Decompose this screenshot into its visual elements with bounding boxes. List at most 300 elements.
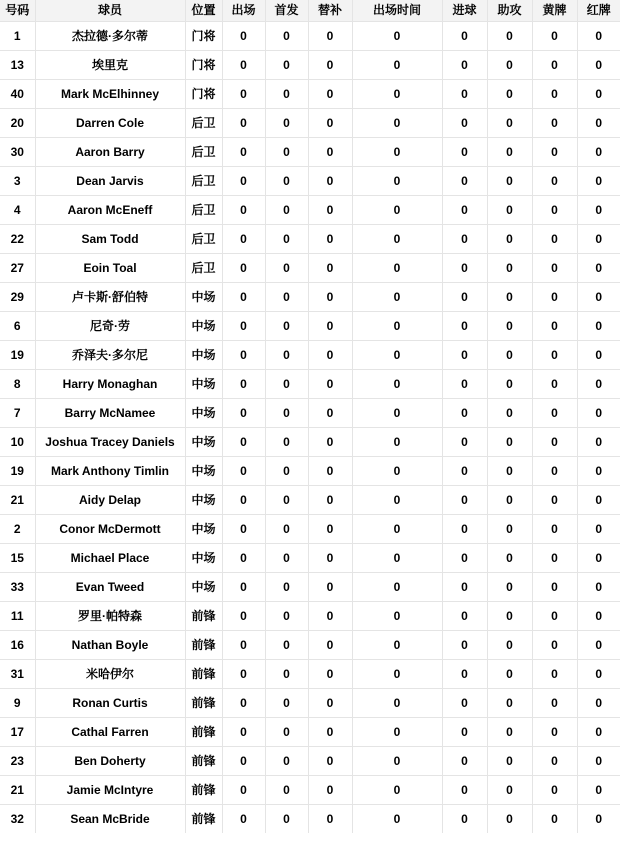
cell-assists: 0 [487, 631, 532, 660]
cell-minutes: 0 [352, 51, 442, 80]
cell-subs: 0 [308, 51, 352, 80]
cell-starts: 0 [265, 341, 308, 370]
cell-goals: 0 [442, 312, 487, 341]
cell-position: 门将 [185, 22, 222, 51]
cell-position: 中场 [185, 312, 222, 341]
cell-red-cards: 0 [577, 573, 620, 602]
cell-minutes: 0 [352, 370, 442, 399]
cell-player: Darren Cole [35, 109, 185, 138]
cell-goals: 0 [442, 225, 487, 254]
cell-assists: 0 [487, 602, 532, 631]
table-row [0, 80, 620, 109]
cell-position: 中场 [185, 457, 222, 486]
cell-assists: 0 [487, 283, 532, 312]
cell-assists: 0 [487, 544, 532, 573]
cell-assists: 0 [487, 515, 532, 544]
cell-assists: 0 [487, 747, 532, 776]
cell-goals: 0 [442, 399, 487, 428]
cell-appearances: 0 [222, 515, 265, 544]
cell-appearances: 0 [222, 312, 265, 341]
cell-yellow-cards: 0 [532, 689, 577, 718]
cell-assists: 0 [487, 22, 532, 51]
cell-yellow-cards: 0 [532, 312, 577, 341]
cell-number: 1 [0, 22, 35, 51]
cell-yellow-cards: 0 [532, 225, 577, 254]
cell-minutes: 0 [352, 544, 442, 573]
cell-appearances: 0 [222, 341, 265, 370]
cell-goals: 0 [442, 196, 487, 225]
cell-red-cards: 0 [577, 225, 620, 254]
cell-starts: 0 [265, 805, 308, 834]
cell-appearances: 0 [222, 51, 265, 80]
cell-minutes: 0 [352, 660, 442, 689]
cell-minutes: 0 [352, 225, 442, 254]
cell-player: Evan Tweed [35, 573, 185, 602]
cell-minutes: 0 [352, 341, 442, 370]
cell-starts: 0 [265, 747, 308, 776]
cell-number: 19 [0, 457, 35, 486]
cell-position: 前锋 [185, 660, 222, 689]
cell-red-cards: 0 [577, 399, 620, 428]
cell-number: 13 [0, 51, 35, 80]
cell-appearances: 0 [222, 718, 265, 747]
cell-starts: 0 [265, 631, 308, 660]
cell-number: 21 [0, 776, 35, 805]
cell-red-cards: 0 [577, 805, 620, 834]
table-row [0, 718, 620, 747]
cell-player: Ronan Curtis [35, 689, 185, 718]
cell-position: 前锋 [185, 776, 222, 805]
cell-appearances: 0 [222, 573, 265, 602]
cell-minutes: 0 [352, 486, 442, 515]
cell-number: 17 [0, 718, 35, 747]
cell-position: 前锋 [185, 689, 222, 718]
cell-subs: 0 [308, 718, 352, 747]
cell-starts: 0 [265, 573, 308, 602]
cell-number: 11 [0, 602, 35, 631]
cell-player: 尼奇·劳 [35, 312, 185, 341]
cell-subs: 0 [308, 747, 352, 776]
cell-starts: 0 [265, 486, 308, 515]
cell-number: 4 [0, 196, 35, 225]
cell-goals: 0 [442, 457, 487, 486]
cell-player: Aidy Delap [35, 486, 185, 515]
cell-minutes: 0 [352, 312, 442, 341]
col-header-appearances: 出场 [222, 0, 265, 22]
cell-subs: 0 [308, 283, 352, 312]
cell-subs: 0 [308, 312, 352, 341]
cell-player: Michael Place [35, 544, 185, 573]
cell-number: 40 [0, 80, 35, 109]
cell-yellow-cards: 0 [532, 167, 577, 196]
cell-player: Harry Monaghan [35, 370, 185, 399]
cell-subs: 0 [308, 573, 352, 602]
table-row [0, 51, 620, 80]
cell-appearances: 0 [222, 747, 265, 776]
table-row [0, 602, 620, 631]
cell-subs: 0 [308, 689, 352, 718]
cell-starts: 0 [265, 225, 308, 254]
cell-red-cards: 0 [577, 602, 620, 631]
cell-position: 前锋 [185, 602, 222, 631]
table-row [0, 689, 620, 718]
cell-subs: 0 [308, 370, 352, 399]
table-row [0, 138, 620, 167]
cell-red-cards: 0 [577, 631, 620, 660]
cell-assists: 0 [487, 225, 532, 254]
cell-starts: 0 [265, 515, 308, 544]
cell-player: Sean McBride [35, 805, 185, 834]
cell-appearances: 0 [222, 457, 265, 486]
cell-player: Sam Todd [35, 225, 185, 254]
cell-position: 中场 [185, 428, 222, 457]
cell-number: 31 [0, 660, 35, 689]
cell-starts: 0 [265, 254, 308, 283]
cell-starts: 0 [265, 196, 308, 225]
cell-position: 前锋 [185, 718, 222, 747]
cell-player: Joshua Tracey Daniels [35, 428, 185, 457]
cell-red-cards: 0 [577, 747, 620, 776]
cell-minutes: 0 [352, 776, 442, 805]
cell-yellow-cards: 0 [532, 544, 577, 573]
cell-appearances: 0 [222, 544, 265, 573]
cell-subs: 0 [308, 457, 352, 486]
cell-minutes: 0 [352, 22, 442, 51]
cell-minutes: 0 [352, 167, 442, 196]
cell-assists: 0 [487, 776, 532, 805]
cell-assists: 0 [487, 109, 532, 138]
cell-red-cards: 0 [577, 138, 620, 167]
cell-red-cards: 0 [577, 22, 620, 51]
col-header-goals: 进球 [442, 0, 487, 22]
cell-number: 23 [0, 747, 35, 776]
table-row [0, 515, 620, 544]
cell-number: 7 [0, 399, 35, 428]
cell-player: Mark Anthony Timlin [35, 457, 185, 486]
cell-subs: 0 [308, 341, 352, 370]
cell-minutes: 0 [352, 689, 442, 718]
cell-starts: 0 [265, 370, 308, 399]
table-row [0, 341, 620, 370]
cell-player: Conor McDermott [35, 515, 185, 544]
cell-position: 门将 [185, 80, 222, 109]
cell-red-cards: 0 [577, 312, 620, 341]
cell-yellow-cards: 0 [532, 22, 577, 51]
col-header-position: 位置 [185, 0, 222, 22]
cell-assists: 0 [487, 399, 532, 428]
cell-assists: 0 [487, 341, 532, 370]
table-row [0, 660, 620, 689]
cell-red-cards: 0 [577, 515, 620, 544]
cell-yellow-cards: 0 [532, 602, 577, 631]
cell-appearances: 0 [222, 196, 265, 225]
col-header-yellow-cards: 黄牌 [532, 0, 577, 22]
cell-subs: 0 [308, 428, 352, 457]
table-row [0, 428, 620, 457]
cell-number: 8 [0, 370, 35, 399]
cell-minutes: 0 [352, 805, 442, 834]
cell-player: Dean Jarvis [35, 167, 185, 196]
cell-appearances: 0 [222, 689, 265, 718]
cell-goals: 0 [442, 283, 487, 312]
cell-player: 杰拉德·多尔蒂 [35, 22, 185, 51]
cell-yellow-cards: 0 [532, 109, 577, 138]
cell-appearances: 0 [222, 167, 265, 196]
cell-starts: 0 [265, 718, 308, 747]
cell-goals: 0 [442, 747, 487, 776]
cell-assists: 0 [487, 660, 532, 689]
cell-goals: 0 [442, 718, 487, 747]
cell-subs: 0 [308, 225, 352, 254]
cell-assists: 0 [487, 457, 532, 486]
cell-assists: 0 [487, 51, 532, 80]
cell-goals: 0 [442, 428, 487, 457]
cell-position: 中场 [185, 573, 222, 602]
cell-minutes: 0 [352, 631, 442, 660]
cell-red-cards: 0 [577, 370, 620, 399]
cell-subs: 0 [308, 631, 352, 660]
cell-starts: 0 [265, 51, 308, 80]
cell-subs: 0 [308, 196, 352, 225]
cell-minutes: 0 [352, 428, 442, 457]
cell-red-cards: 0 [577, 196, 620, 225]
cell-assists: 0 [487, 805, 532, 834]
cell-minutes: 0 [352, 457, 442, 486]
col-header-red-cards: 红牌 [577, 0, 620, 22]
cell-goals: 0 [442, 544, 487, 573]
cell-position: 中场 [185, 486, 222, 515]
cell-number: 27 [0, 254, 35, 283]
cell-assists: 0 [487, 718, 532, 747]
cell-assists: 0 [487, 254, 532, 283]
cell-position: 前锋 [185, 805, 222, 834]
col-header-assists: 助攻 [487, 0, 532, 22]
cell-goals: 0 [442, 805, 487, 834]
cell-red-cards: 0 [577, 109, 620, 138]
table-row [0, 196, 620, 225]
cell-starts: 0 [265, 138, 308, 167]
cell-appearances: 0 [222, 138, 265, 167]
cell-player: Ben Doherty [35, 747, 185, 776]
cell-minutes: 0 [352, 515, 442, 544]
cell-red-cards: 0 [577, 80, 620, 109]
cell-yellow-cards: 0 [532, 747, 577, 776]
cell-position: 中场 [185, 399, 222, 428]
cell-player: 埃里克 [35, 51, 185, 80]
cell-position: 前锋 [185, 631, 222, 660]
cell-yellow-cards: 0 [532, 805, 577, 834]
cell-appearances: 0 [222, 776, 265, 805]
cell-number: 3 [0, 167, 35, 196]
cell-goals: 0 [442, 370, 487, 399]
cell-assists: 0 [487, 196, 532, 225]
table-row [0, 254, 620, 283]
cell-yellow-cards: 0 [532, 254, 577, 283]
cell-position: 后卫 [185, 138, 222, 167]
cell-goals: 0 [442, 51, 487, 80]
cell-position: 中场 [185, 544, 222, 573]
cell-subs: 0 [308, 805, 352, 834]
cell-appearances: 0 [222, 805, 265, 834]
cell-starts: 0 [265, 283, 308, 312]
table-body [0, 22, 620, 834]
cell-starts: 0 [265, 22, 308, 51]
cell-subs: 0 [308, 602, 352, 631]
cell-red-cards: 0 [577, 341, 620, 370]
cell-number: 6 [0, 312, 35, 341]
cell-red-cards: 0 [577, 486, 620, 515]
cell-goals: 0 [442, 573, 487, 602]
cell-minutes: 0 [352, 399, 442, 428]
cell-starts: 0 [265, 544, 308, 573]
cell-assists: 0 [487, 689, 532, 718]
cell-assists: 0 [487, 486, 532, 515]
cell-yellow-cards: 0 [532, 399, 577, 428]
cell-subs: 0 [308, 544, 352, 573]
cell-minutes: 0 [352, 602, 442, 631]
header-row [0, 0, 620, 22]
cell-red-cards: 0 [577, 283, 620, 312]
cell-starts: 0 [265, 399, 308, 428]
cell-subs: 0 [308, 138, 352, 167]
cell-player: 乔泽夫·多尔尼 [35, 341, 185, 370]
cell-yellow-cards: 0 [532, 718, 577, 747]
cell-red-cards: 0 [577, 167, 620, 196]
cell-player: Jamie McIntyre [35, 776, 185, 805]
cell-player: Aaron Barry [35, 138, 185, 167]
cell-appearances: 0 [222, 399, 265, 428]
cell-number: 29 [0, 283, 35, 312]
cell-position: 中场 [185, 515, 222, 544]
table-row [0, 544, 620, 573]
cell-yellow-cards: 0 [532, 341, 577, 370]
cell-position: 后卫 [185, 254, 222, 283]
cell-yellow-cards: 0 [532, 457, 577, 486]
cell-red-cards: 0 [577, 428, 620, 457]
cell-red-cards: 0 [577, 51, 620, 80]
cell-appearances: 0 [222, 660, 265, 689]
cell-yellow-cards: 0 [532, 283, 577, 312]
cell-goals: 0 [442, 138, 487, 167]
cell-number: 32 [0, 805, 35, 834]
cell-yellow-cards: 0 [532, 776, 577, 805]
cell-yellow-cards: 0 [532, 428, 577, 457]
cell-starts: 0 [265, 312, 308, 341]
cell-appearances: 0 [222, 80, 265, 109]
table-row [0, 109, 620, 138]
cell-red-cards: 0 [577, 776, 620, 805]
cell-goals: 0 [442, 486, 487, 515]
cell-subs: 0 [308, 80, 352, 109]
cell-player: 卢卡斯·舒伯特 [35, 283, 185, 312]
cell-position: 中场 [185, 370, 222, 399]
cell-goals: 0 [442, 109, 487, 138]
table-row [0, 370, 620, 399]
cell-appearances: 0 [222, 602, 265, 631]
cell-number: 30 [0, 138, 35, 167]
cell-number: 15 [0, 544, 35, 573]
cell-goals: 0 [442, 341, 487, 370]
table-row [0, 167, 620, 196]
col-header-minutes: 出场时间 [352, 0, 442, 22]
cell-goals: 0 [442, 80, 487, 109]
cell-position: 后卫 [185, 109, 222, 138]
cell-goals: 0 [442, 515, 487, 544]
cell-minutes: 0 [352, 747, 442, 776]
cell-player: Aaron McEneff [35, 196, 185, 225]
table-row [0, 283, 620, 312]
cell-player: Nathan Boyle [35, 631, 185, 660]
cell-minutes: 0 [352, 573, 442, 602]
cell-assists: 0 [487, 138, 532, 167]
cell-starts: 0 [265, 80, 308, 109]
cell-red-cards: 0 [577, 689, 620, 718]
cell-subs: 0 [308, 399, 352, 428]
cell-player: Eoin Toal [35, 254, 185, 283]
cell-subs: 0 [308, 254, 352, 283]
cell-subs: 0 [308, 660, 352, 689]
cell-starts: 0 [265, 428, 308, 457]
cell-minutes: 0 [352, 283, 442, 312]
cell-goals: 0 [442, 631, 487, 660]
table-row [0, 312, 620, 341]
cell-number: 2 [0, 515, 35, 544]
cell-subs: 0 [308, 776, 352, 805]
table-row [0, 631, 620, 660]
col-header-subs: 替补 [308, 0, 352, 22]
cell-assists: 0 [487, 312, 532, 341]
cell-yellow-cards: 0 [532, 138, 577, 167]
cell-goals: 0 [442, 776, 487, 805]
cell-starts: 0 [265, 602, 308, 631]
cell-appearances: 0 [222, 486, 265, 515]
cell-goals: 0 [442, 660, 487, 689]
cell-appearances: 0 [222, 254, 265, 283]
cell-assists: 0 [487, 167, 532, 196]
cell-goals: 0 [442, 22, 487, 51]
col-header-player: 球员 [35, 0, 185, 22]
cell-minutes: 0 [352, 254, 442, 283]
table-row [0, 399, 620, 428]
cell-number: 16 [0, 631, 35, 660]
cell-starts: 0 [265, 167, 308, 196]
cell-appearances: 0 [222, 225, 265, 254]
table-row [0, 776, 620, 805]
cell-subs: 0 [308, 486, 352, 515]
cell-appearances: 0 [222, 283, 265, 312]
cell-number: 19 [0, 341, 35, 370]
cell-minutes: 0 [352, 109, 442, 138]
cell-assists: 0 [487, 573, 532, 602]
cell-starts: 0 [265, 109, 308, 138]
cell-minutes: 0 [352, 718, 442, 747]
table-row [0, 486, 620, 515]
cell-goals: 0 [442, 167, 487, 196]
cell-yellow-cards: 0 [532, 573, 577, 602]
cell-minutes: 0 [352, 138, 442, 167]
cell-starts: 0 [265, 776, 308, 805]
cell-position: 后卫 [185, 225, 222, 254]
cell-assists: 0 [487, 370, 532, 399]
cell-subs: 0 [308, 109, 352, 138]
cell-yellow-cards: 0 [532, 486, 577, 515]
cell-player: Barry McNamee [35, 399, 185, 428]
table-row [0, 22, 620, 51]
cell-appearances: 0 [222, 631, 265, 660]
cell-subs: 0 [308, 167, 352, 196]
cell-position: 前锋 [185, 747, 222, 776]
cell-position: 中场 [185, 341, 222, 370]
